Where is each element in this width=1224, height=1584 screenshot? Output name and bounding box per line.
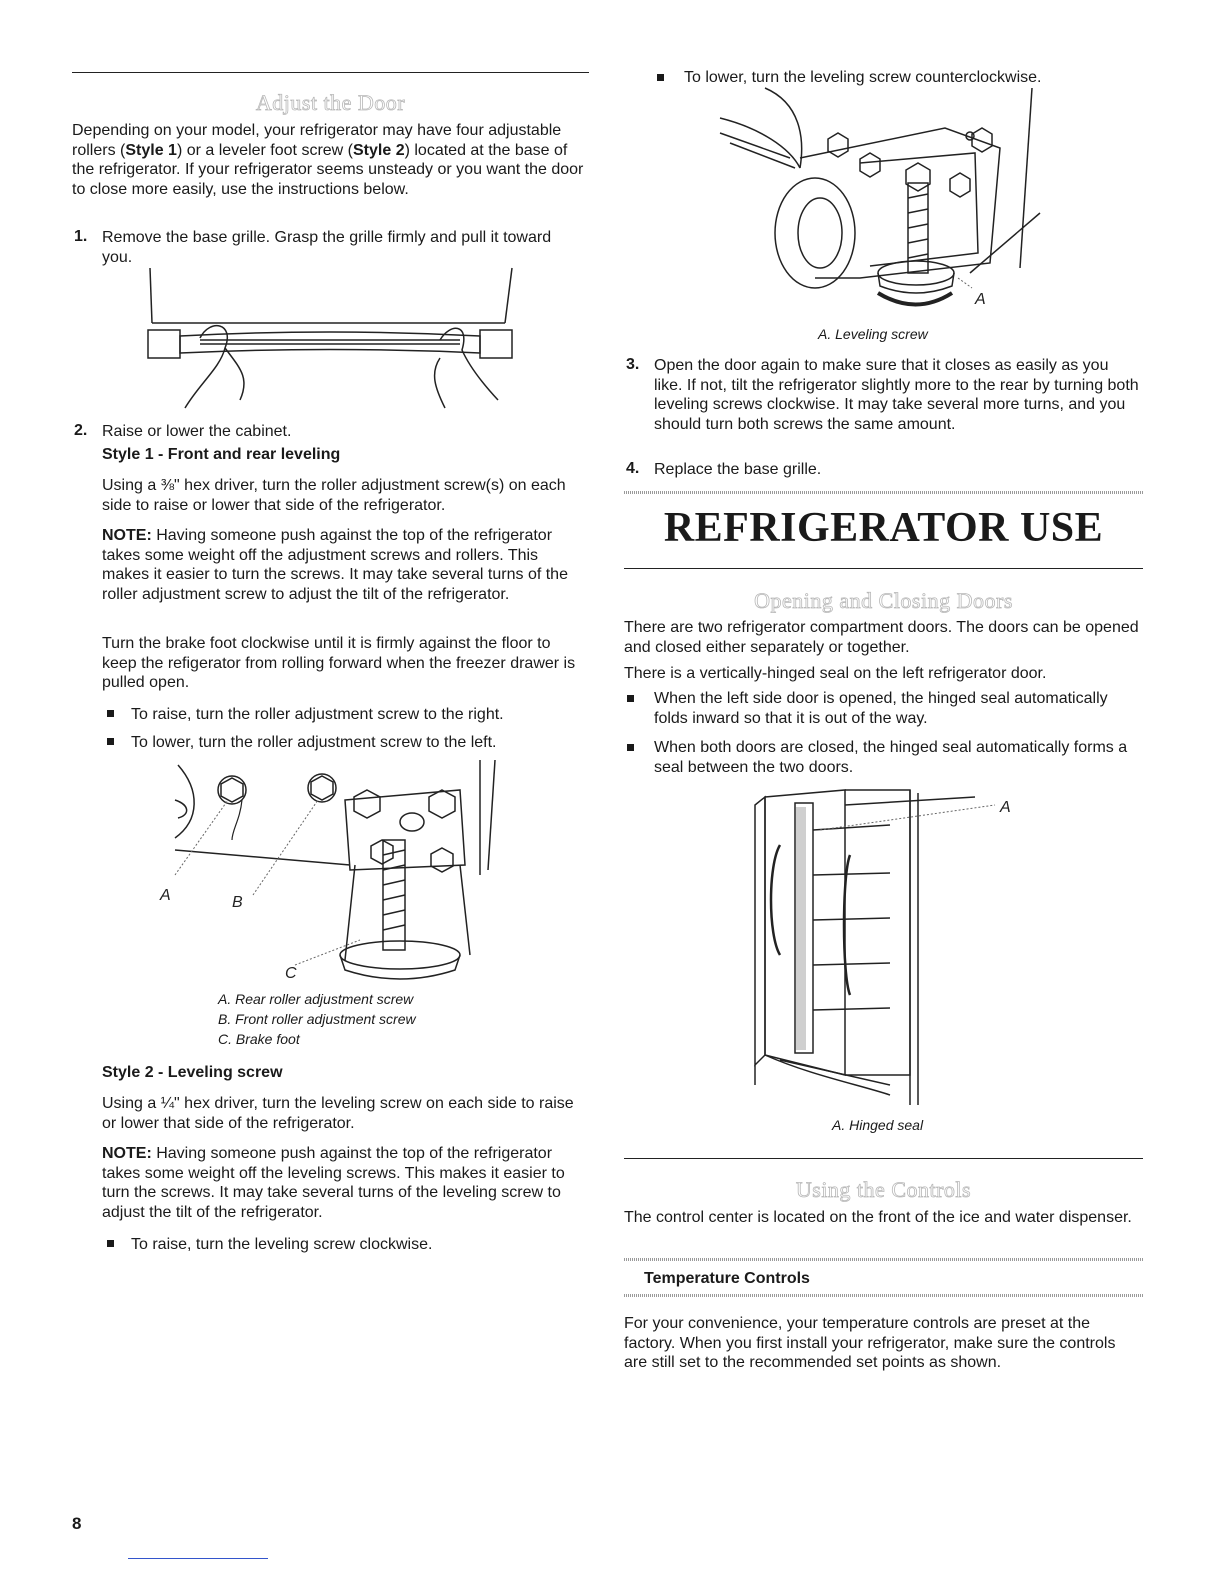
bullet-marker (657, 74, 664, 81)
bullet-lower-leveling: To lower, turn the leveling screw counterclockwise. (684, 69, 1042, 86)
bullet-marker (107, 1240, 114, 1247)
note-2: NOTE: Having someone push against the top of the refrigerator takes some weight off the leveling screws. This makes it easier to turn the screws. It may take several turns of the leveling screw to adjust the tilt of the refrigerator. (102, 1145, 565, 1221)
section-title-using-controls: Using the Controls (795, 1177, 972, 1202)
bullet-left-door: When the left side door is opened, the hinged seal automatically folds inward so that it is out of the way. (654, 690, 1108, 727)
fig2-caption-a: A. Rear roller adjustment screw (218, 991, 414, 1007)
style-1-text: Using a ⅜" hex driver, turn the roller adjustment screw(s) on each side to raise or lower that side of the refrigerator. (102, 477, 566, 514)
style-2-heading: Style 2 - Leveling screw (102, 1064, 283, 1081)
opening-para-2: There is a vertically-hinged seal on the left refrigerator door. (624, 665, 1047, 682)
bullet-both-doors: When both doors are closed, the hinged seal automatically forms a seal between the two doors. (654, 739, 1128, 776)
bullet-marker (627, 695, 634, 702)
main-heading: REFRIGERATOR USE (663, 505, 1104, 551)
step-1-text: Remove the base grille. Grasp the grille firmly and pull it toward you. (102, 229, 552, 266)
dotted-divider (624, 1294, 1143, 1297)
temperature-para: For your convenience, your temperature controls are preset at the factory. When you first install your refrigerator, make sure the controls are still set to the recommended set points as shown. (624, 1315, 1116, 1371)
rule-opening-doors (624, 568, 1143, 569)
fig2-caption-c: C. Brake foot (218, 1031, 300, 1047)
fig2-caption-b: B. Front roller adjustment screw (218, 1011, 416, 1027)
step-3-number: 3. (626, 356, 640, 373)
step-4-number: 4. (626, 460, 640, 477)
footer-line (128, 1558, 268, 1559)
step-2-number: 2. (74, 422, 88, 439)
fig4-callout-a: A (1000, 799, 1011, 816)
leveling-screw-illustration (720, 88, 1050, 323)
bullet-marker (107, 738, 114, 745)
page-number: 8 (72, 1514, 82, 1533)
step-4-text: Replace the base grille. (654, 461, 822, 478)
intro-paragraph: Depending on your model, your refrigerator may have four adjustable rollers (Style 1) or a leveler foot screw (Style 2) located at the base of the refrigerator. If your refrigerator seems unsteady or you want the door to close more easily, use the instructions below. (72, 122, 584, 198)
fig2-callout-a: A (160, 887, 171, 904)
top-rule-left (72, 72, 589, 73)
fig2-callout-c: C (285, 965, 297, 982)
rule-using-controls (624, 1158, 1143, 1159)
roller-adjustment-illustration (150, 760, 510, 985)
bullet-marker (107, 710, 114, 717)
style-2-text: Using a ¼" hex driver, turn the leveling screw on each side to raise or lower that side of the refrigerator. (102, 1095, 574, 1132)
bullet-raise-leveling: To raise, turn the leveling screw clockwise. (131, 1236, 433, 1253)
fig4-caption: A. Hinged seal (832, 1117, 924, 1133)
section-title-adjust-door: Adjust the Door (255, 90, 406, 115)
fig3-caption: A. Leveling screw (818, 326, 928, 342)
step-1-number: 1. (74, 228, 88, 245)
style-1-heading: Style 1 - Front and rear leveling (102, 446, 341, 463)
step-3-text: Open the door again to make sure that it closes as easily as you like. If not, tilt the refrigerator slightly more to the rear by turning both leveling screws clockwise. It may take several more turns, and you should turn both screws the same amount. (654, 357, 1139, 433)
base-grille-illustration (140, 268, 520, 416)
bullet-raise-roller: To raise, turn the roller adjustment screw to the right. (131, 706, 504, 723)
bullet-marker (627, 744, 634, 751)
dotted-divider (624, 1258, 1143, 1261)
temperature-controls-heading: Temperature Controls (644, 1270, 810, 1287)
step-2-text: Raise or lower the cabinet. (102, 423, 292, 440)
bullet-lower-roller: To lower, turn the roller adjustment screw to the left. (131, 734, 497, 751)
opening-para-1: There are two refrigerator compartment doors. The doors can be opened and closed either separately or together. (624, 619, 1139, 656)
dotted-divider (624, 491, 1143, 494)
brake-foot-text: Turn the brake foot clockwise until it is firmly against the floor to keep the refigerator from rolling forward when the freezer drawer is pulled open. (102, 635, 576, 691)
note-1: NOTE: Having someone push against the top of the refrigerator takes some weight off the adjustment screws and rollers. This makes it easier to turn the screws. It may take several turns of the roller adjustment screw to adjust the tilt of the refrigerator. (102, 527, 568, 603)
controls-para: The control center is located on the front of the ice and water dispenser. (624, 1209, 1132, 1226)
section-title-opening-doors: Opening and Closing Doors (754, 588, 1013, 613)
hinged-seal-illustration (750, 785, 1030, 1115)
fig3-callout-a: A (975, 291, 986, 308)
fig2-callout-b: B (232, 894, 243, 911)
